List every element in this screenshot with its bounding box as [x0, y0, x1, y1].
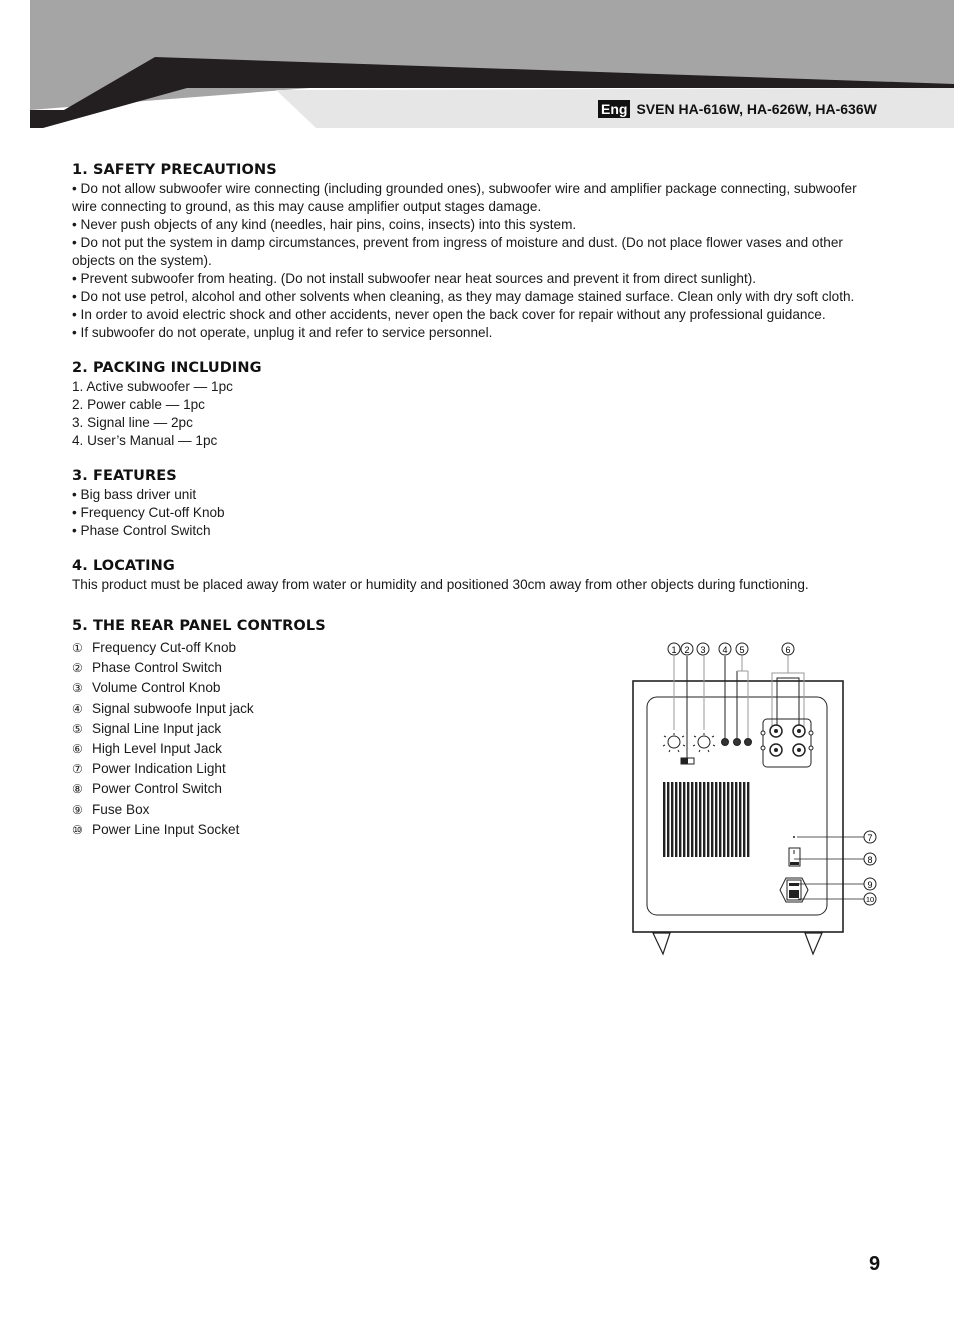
fuse-box-and-power-socket-icon — [780, 878, 808, 902]
rear-panel-label: Frequency Cut-off Knob — [92, 640, 237, 655]
callout-number: ⑤ — [72, 721, 83, 736]
section-heading: 1. SAFETY PRECAUTIONS — [72, 162, 277, 178]
svg-text:3: 3 — [700, 645, 706, 655]
power-switch-icon — [789, 848, 800, 866]
subwoofer-input-jack-icon — [722, 739, 729, 746]
callout-8 — [864, 853, 876, 865]
page-number: 9 — [869, 1253, 881, 1275]
callout-2 — [681, 643, 693, 655]
right-foot — [805, 933, 822, 954]
rear-panel-label: Volume Control Knob — [92, 680, 221, 696]
line-input-jack-icon — [745, 739, 752, 746]
rear-panel-label: Power Control Switch — [92, 781, 222, 797]
callout-number: ⑧ — [72, 782, 83, 797]
rear-panel-label: Signal Line Input jack — [92, 720, 222, 736]
callout-number: ① — [72, 641, 83, 655]
rear-panel-label: Phase Control Switch — [92, 660, 222, 676]
model-title: SVEN HA-616W, HA-626W, HA-636W — [636, 101, 877, 117]
rear-panel-diagram — [620, 638, 890, 963]
feature-item: • Big bass driver unit — [72, 486, 884, 504]
callout-number: ⑦ — [72, 762, 83, 777]
svg-text:5: 5 — [739, 645, 745, 655]
callout-number: ⑨ — [72, 802, 83, 817]
callout-number: ⑩ — [72, 822, 83, 837]
line-input-jack-icon — [734, 739, 741, 746]
callout-number: ② — [72, 661, 83, 676]
language-badge: Eng — [598, 100, 630, 118]
callout-7 — [864, 831, 876, 843]
section-heading: 3. FEATURES — [72, 468, 177, 484]
vent-grille — [663, 782, 749, 857]
section-locating — [72, 557, 884, 594]
frequency-knob-icon — [663, 733, 685, 752]
svg-text:8: 8 — [867, 855, 873, 865]
callout-10 — [864, 893, 876, 905]
packing-item: 2. Power cable — 1pc — [72, 397, 205, 412]
section-heading: 2. PACKING INCLUDING — [72, 360, 262, 376]
left-foot — [653, 933, 670, 954]
packing-item: 4. User’s Manual — 1pc — [72, 433, 218, 448]
safety-item: • Do not use petrol, alcohol and other solvents when cleaning, as they may damage stained surface. Clean only with dry soft cloth. — [72, 288, 884, 306]
safety-item: • In order to avoid electric shock and other accidents, never open the back cover for repair without any professional guidance. — [72, 306, 884, 324]
svg-text:1: 1 — [671, 645, 677, 655]
volume-knob-icon — [693, 733, 715, 752]
phase-switch-icon — [681, 758, 694, 764]
rear-panel-label: High Level Input Jack — [92, 741, 222, 757]
callout-number: ⑥ — [72, 742, 83, 757]
packing-item: 3. Signal line — 2pc — [72, 415, 193, 430]
callout-9 — [864, 878, 876, 890]
rear-panel-label: Signal subwoofe Input jack — [92, 700, 254, 716]
svg-text:7: 7 — [867, 833, 873, 843]
callout-number: ③ — [72, 681, 83, 696]
packing-item: 1. Active subwoofer — 1pc — [72, 379, 233, 394]
safety-item: • Do not put the system in damp circumstances, prevent from ingress of moisture and dust. (Do not place flower vases and other objects on the system). — [72, 234, 884, 270]
section-safety — [72, 161, 884, 342]
section-features — [72, 467, 884, 540]
section-heading: 5. THE REAR PANEL CONTROLS — [72, 618, 326, 634]
high-level-input-jacks-icon — [761, 719, 813, 767]
safety-item: • Do not allow subwoofer wire connecting (including grounded ones), subwoofer wire and amplifier package connecting, subwoofer wire connecting to ground, as this may cause amplifier output stages damage. — [72, 180, 884, 216]
section-heading: 4. LOCATING — [72, 558, 175, 574]
callout-6 — [782, 643, 794, 655]
svg-text:4: 4 — [722, 645, 728, 655]
rear-panel-label: Power Indication Light — [92, 761, 226, 777]
section-packing — [72, 359, 884, 450]
rear-panel-label: Power Line Input Socket — [92, 821, 240, 837]
locating-text: This product must be placed away from water or humidity and positioned 30cm away from other objects during functioning. — [72, 577, 809, 592]
callout-4 — [719, 643, 731, 655]
feature-item: • Frequency Cut-off Knob — [72, 504, 884, 522]
rear-panel-label: Fuse Box — [92, 801, 150, 817]
document-header-title — [598, 100, 877, 118]
callout-3 — [697, 643, 709, 655]
svg-text:10: 10 — [865, 895, 875, 904]
feature-item: • Phase Control Switch — [72, 522, 884, 540]
safety-item: • Never push objects of any kind (needles, hair pins, coins, insects) into this system. — [72, 216, 884, 234]
safety-item: • If subwoofer do not operate, unplug it and refer to service personnel. — [72, 324, 884, 342]
safety-item: • Prevent subwoofer from heating. (Do not install subwoofer near heat sources and prevent it from direct sunlight). — [72, 270, 884, 288]
power-indicator-light-icon — [793, 836, 795, 838]
svg-text:6: 6 — [785, 645, 791, 655]
callout-1 — [668, 643, 680, 655]
svg-text:9: 9 — [867, 880, 873, 890]
callout-number: ④ — [72, 701, 83, 716]
callout-5 — [736, 643, 748, 655]
svg-text:2: 2 — [684, 645, 690, 655]
